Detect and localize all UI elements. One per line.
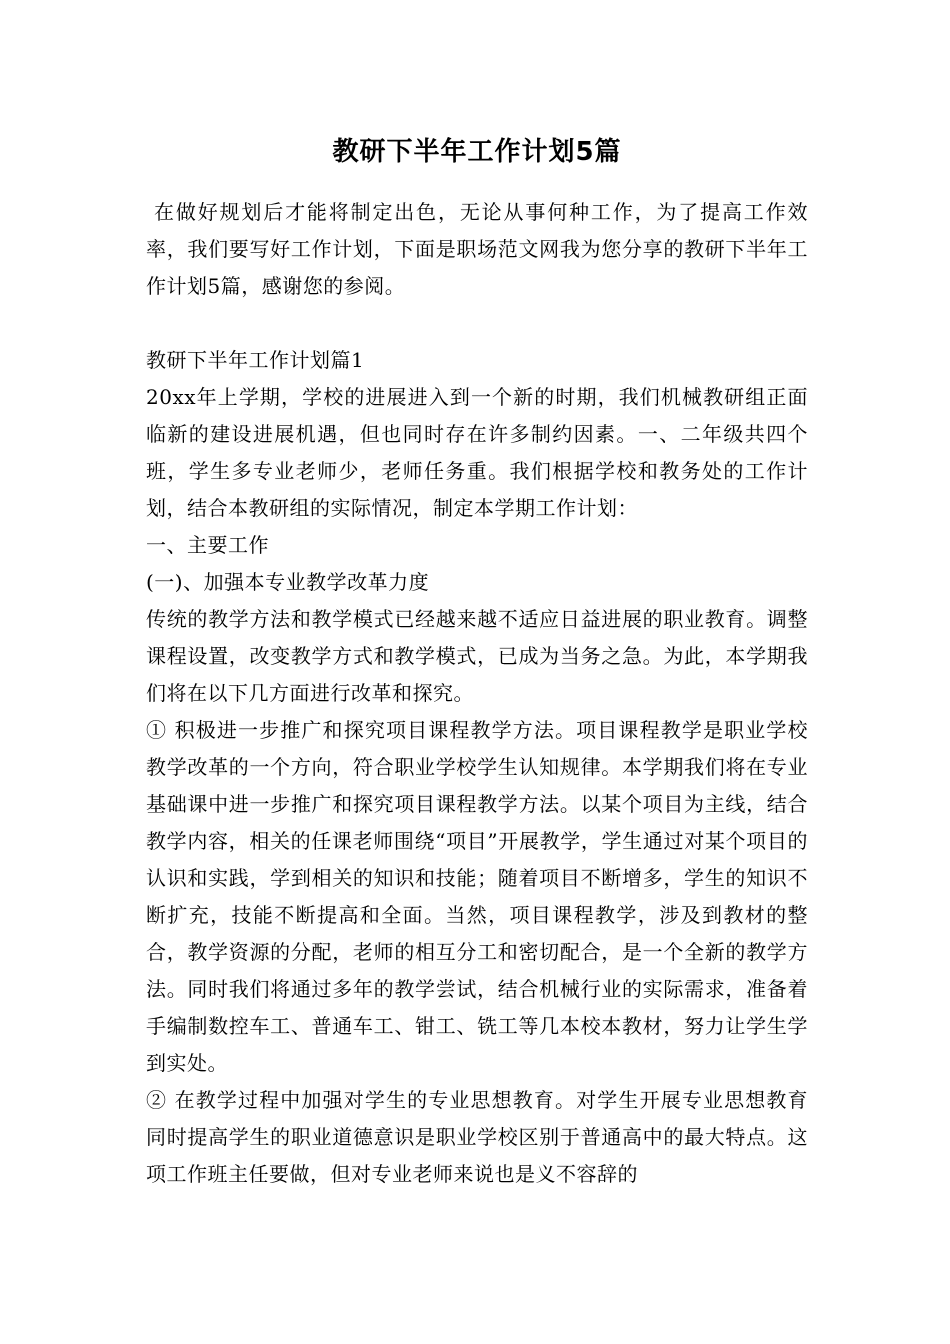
body-paragraph: (一)、加强本专业教学改革力度 xyxy=(146,570,430,594)
intro-paragraph: 在做好规划后才能将制定出色，无论从事何种工作，为了提高工作效率，我们要写好工作计划，下面是职场范文网我为您分享的教研下半年工作计划5篇，感谢您的参阅。 xyxy=(146,200,808,298)
body-paragraph: ① 积极进一步推广和探究项目课程教学方法。项目课程教学是职业学校教学改革的一个方向，符合职业学校学生认知规律。本学期我们将在专业基础课中进一步推广和探究项目课程教学方法。以某个项目为主线，结合教学内容，相关的任课老师围绕“项目”开展教学，学生通过对某个项目的认识和实践，学到相关的知识和技能；随着项目不断增多，学生的知识不断扩充，技能不断提高和全面。当然，项目课程教学，涉及到教材的整合，教学资源的分配，老师的相互分工和密切配合，是一个全新的教学方法。同时我们将通过多年的教学尝试，结合机械行业的实际需求，准备着手编制数控车工、普通车工、钳工、铣工等几本校本教材，努力让学生学到实处。 xyxy=(146,718,808,1075)
body-paragraph: 20xx年上学期，学校的进展进入到一个新的时期，我们机械教研组正面临新的建设进展机遇，但也同时存在许多制约因素。一、二年级共四个班，学生多专业老师少，老师任务重。我们根据学校和教务处的工作计划，结合本教研组的实际情况，制定本学期工作计划： xyxy=(146,385,808,520)
body-paragraph: 传统的教学方法和教学模式已经越来越不适应日益进展的职业教育。调整课程设置，改变教学方式和教学模式，已成为当务之急。为此，本学期我们将在以下几方面进行改革和探究。 xyxy=(146,607,808,705)
body-paragraph: 一、主要工作 xyxy=(146,533,269,557)
paragraph-spacer xyxy=(146,305,808,342)
section-heading: 教研下半年工作计划篇1 xyxy=(146,348,365,372)
document-title: 教研下半年工作计划5篇 xyxy=(332,137,622,167)
document-page xyxy=(146,128,808,1193)
body-paragraph: ② 在教学过程中加强对学生的专业思想教育。对学生开展专业思想教育同时提高学生的职业道德意识是职业学校区别于普通高中的最大特点。这项工作班主任要做，但对专业老师来说也是义不容辞的 xyxy=(146,1088,808,1186)
